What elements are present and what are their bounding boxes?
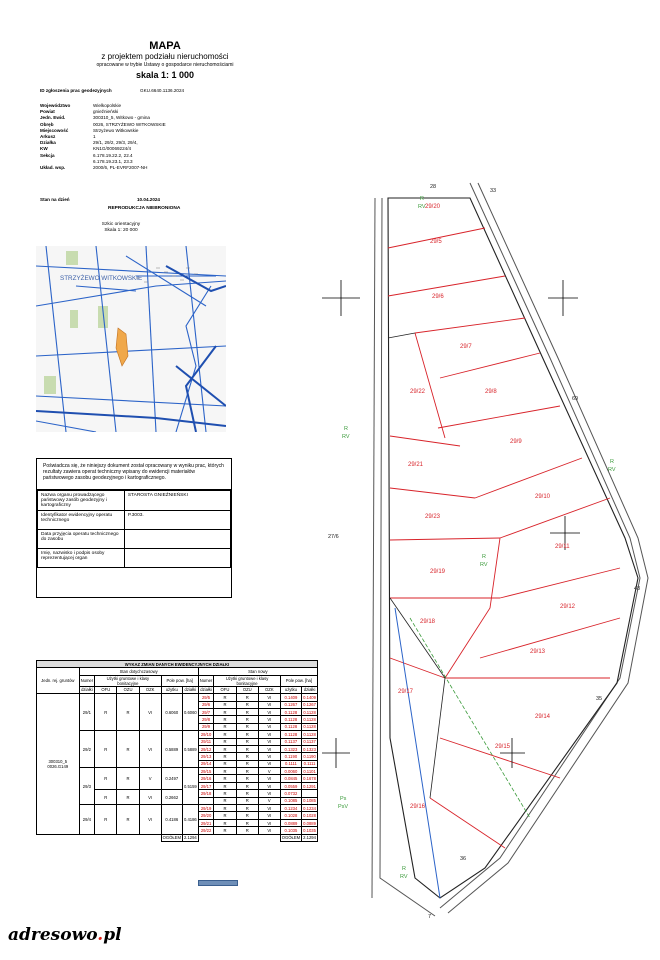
cell-before-pu: 0.6060 [161,694,182,731]
th-dzialki-new: działki [200,687,212,693]
cell-jedn: 300310_5 0026.G149 [37,694,80,834]
field-patch [44,376,56,394]
cell-new-ozu: R [236,819,258,826]
cell-new-pu: 0.1190 [280,753,301,760]
cell-new-ozk: VI [258,731,280,738]
cell-new-pu: 0.1409 [280,694,301,701]
meta-value: 1 [93,134,96,140]
cell-new-ozu: R [236,716,258,723]
cell-new-ozk: VI [258,753,280,760]
cell-before-pd: 0.6060 [182,694,198,731]
table-row [37,731,318,738]
certification-row [38,511,231,530]
metadata-block [40,103,203,171]
meta-value: 6.178.19.22.2, 22.4 [93,152,133,158]
field-patch [66,251,78,265]
label-7: 7 [428,914,432,920]
cell-new-ozk: VI [258,701,280,708]
th-dzialki-pole: działki [182,686,198,693]
table-row [37,694,318,701]
orientation-caption [92,222,150,234]
cell-num-before: 29/1 [79,694,95,731]
cell-new-n: 29/6 [198,701,214,708]
cell-before-ozk: V [139,768,161,790]
th-numer: Numer [79,675,95,686]
total-before: 2.1294 [183,835,197,841]
id-line [40,88,184,94]
meta-value: 2000/6, PL-EVRF2007-NH [93,165,148,171]
cell-new-n: 29/10 [198,731,214,738]
parcel-label: 29/22 [410,389,426,395]
cell-before-pu: 0.2662 [161,790,182,805]
cell-before-ofu: R [95,768,117,790]
parcel-label: 29/10 [535,494,551,500]
landuse-rv-mid: RV [480,562,488,568]
certification-table [37,490,231,568]
brand-logo[interactable] [8,925,122,945]
cell-new-ozk: VI [258,708,280,715]
meta-value: Strzyżewo Witkowskie [93,127,139,133]
total-label-before: OGÓŁEM [162,835,181,841]
total-spacer [198,834,280,841]
cell-new-pu: 0.1128 [280,708,301,715]
parcel-label: 29/7 [460,344,472,350]
cell-new-n: 29/18 [198,790,214,797]
parcel-label: 29/14 [535,714,551,720]
changes-table [36,660,318,842]
certification-value [124,549,230,568]
cell-new-pu: 0.0732 [280,790,301,797]
cell-num-before: 29/3 [79,768,95,805]
table-total-row [37,834,318,841]
cell-new-n: 29/16 [198,775,214,782]
id-value: GKU.6640.1136.2024 [140,88,185,93]
landuse-r-bottom: R [402,866,406,872]
certification-label: Imię, nazwisko i podpis osoby reprezentującej organ [38,549,125,568]
orientation-map [36,246,226,432]
parcel-label: 29/11 [555,544,570,550]
changes-table-wrapper [36,660,318,842]
map-title: MAPA [149,40,181,52]
cell-new-ozu: R [236,768,258,775]
date-line [40,197,160,203]
cell-new-pu: 0.1085 [280,797,301,804]
cell-new-ozu: R [236,753,258,760]
cell-new-ofu: R [214,731,236,738]
th-ozk-new: OZK [258,686,280,693]
brand-dot: . [97,925,104,945]
cell-new-ozu: R [236,701,258,708]
cell-new-pd: 0.1128 [303,724,316,730]
orientation-label: Szkic orientacyjny [101,222,141,227]
meta-value: 6.178.19.23.1, 23.3 [93,158,133,164]
cell-new-ozu: R [236,760,258,767]
table-row [37,768,318,775]
cell-new-ofu: R [214,775,236,782]
certification-value: P.3003. [124,511,230,530]
cell-new-ozk: VI [258,723,280,730]
cell-new-pu: 0.1137 [280,738,301,745]
meta-key: KW [40,146,48,152]
meta-value: Wielkopolskie [93,103,122,108]
th-dzialki: działki [81,687,93,693]
blue-line [395,608,440,898]
cell-num-before: 29/4 [79,805,95,835]
cell-new-n: 29/12 [198,745,214,752]
cell-new-pu: 0.1111 [280,760,301,767]
parcel-labels [398,204,579,810]
cell-new-ozk: VI [258,745,280,752]
label-28: 28 [430,184,437,190]
certification-value [124,530,230,549]
cell-new-ofu: R [214,760,236,767]
division-lines [388,228,620,848]
cell-new-n: 29/22 [198,827,214,834]
cell-new-pd: 0.1101 [303,768,316,774]
cell-new-ozu: R [236,708,258,715]
th-ofu-new: OFU [214,686,236,693]
cell-new-pd: 0.1035 [303,827,316,833]
label-33: 33 [490,188,497,194]
meta-key: Obręb [40,121,54,127]
cell-new-pd: 0.1128 [303,717,316,723]
cell-new-pu: 0.0889 [280,819,301,826]
meta-key: Powiat [40,109,55,115]
cell-new-pd: 0.1291 [303,783,316,789]
map-subtitle: z projektem podziału nieruchomości [101,52,229,61]
cell-new-ozk: VI [258,775,280,782]
green-line [410,618,530,818]
parcel-label: 29/13 [530,649,546,655]
cell-new-ozk: VI [258,694,280,701]
date-value: 10.04.2024 [137,197,160,202]
th-pole-new: Pole pow. [ha] [280,675,317,686]
cell-before-pu: 0.2497 [161,768,182,790]
certification-box [36,458,232,598]
cell-new-ozk: VI [258,812,280,819]
label-69: 69 [572,396,579,402]
th-numer-new: Numer [198,675,214,686]
cell-new-pu: 0.1267 [280,701,301,708]
cell-new-pu: 0.1035 [280,827,301,834]
cell-before-ozu: R [117,790,139,805]
parcel-label: 29/15 [495,744,511,750]
cell-new-n: 29/20 [198,812,214,819]
total-label-after: OGÓŁEM [281,835,301,841]
cell-new-pd: 0.1323 [303,746,316,752]
cell-new-ozk: VI [258,819,280,826]
total-spacer [37,834,162,841]
brand-name: adresowo [8,925,98,945]
certification-row [38,491,231,511]
cell-new-ozk: VI [258,716,280,723]
cell-before-ofu: R [95,805,117,835]
certification-label: Data przyjęcia operatu technicznego do zasobu [38,530,125,549]
cell-new-ofu: R [214,768,236,775]
cell-new-ofu: R [214,738,236,745]
cell-before-pd: 0.5889 [182,731,198,768]
meta-key: Jedn. Ewid. [40,115,66,121]
orientation-scale: Skala 1: 20 000 [104,228,138,233]
cell-new-ofu: R [214,812,236,819]
meta-value: 29/1, 29/2, 29/3, 29/4, [93,140,138,146]
landuse-r-top: R [420,196,424,202]
landuse-r-left: R [344,426,348,432]
cell-new-n: 29/5 [198,694,214,701]
parcel-label: 29/19 [430,569,446,575]
landuse-r-right: R [610,459,614,465]
landuse-rv-bottom: RV [400,874,408,880]
cell-new-ozu: R [236,738,258,745]
cell-new-ozk: VI [258,782,280,789]
cell-new-ozk: VI [258,738,280,745]
orientation-map-svg [36,246,226,432]
cell-before-pd: 0.5159 [182,768,198,805]
th-uzytki: Użytki gruntowe i klasy bonitacyjne [95,675,161,686]
cell-new-n: 29/9 [198,723,214,730]
cell-new-ofu: R [214,708,236,715]
cell-new-pu: 0.1128 [280,731,301,738]
cell-new-ozu: R [236,782,258,789]
cell-new-ofu: R [214,827,236,834]
cell-before-ofu: R [95,790,117,805]
cell-new-pu: 0.0559 [280,782,301,789]
cell-new-ozu: R [236,805,258,812]
meta-key: Arkusz [40,134,56,140]
cell-new-ofu: R [214,723,236,730]
cell-new-ozu: R [236,731,258,738]
outer-boundary [388,198,641,898]
cell-new-pd [302,790,318,797]
cell-new-pd: 0.1190 [303,753,316,759]
label-48: 48 [634,586,641,592]
meta-value: gnieźnieński [93,109,119,115]
reproduction-label: REPRODUKCJA NIEBRONIONA [108,206,181,211]
th-ozu: OZU [117,686,139,693]
cell-new-ozu: R [236,775,258,782]
cell-new-ozu: R [236,745,258,752]
cell-new-ozu: R [236,827,258,834]
cell-new-pd: 0.1409 [303,694,316,700]
scale-bar [198,880,238,886]
cell-new-n: 29/11 [198,738,214,745]
cell-before-ozk: VI [139,694,161,731]
parcel-label: 29/9 [510,439,522,445]
certification-label: Nazwa organu prowadzącego państwowy zasób geodezyjny i kartograficzny [38,491,125,511]
th-ofu: OFU [95,686,117,693]
parcel-label: 29/8 [485,389,497,395]
map-scale: skala 1: 1 000 [135,70,195,80]
cell-new-ofu: R [214,694,236,701]
th-uzytku: użytku [161,686,182,693]
cell-new-ofu: R [214,745,236,752]
meta-key: Działka [40,140,56,146]
cell-before-ofu: R [95,694,117,731]
parcel-label: 29/6 [432,294,444,300]
cell-new-ozk: V [258,768,280,775]
cell-before-ozk: VI [139,731,161,768]
parcel-label: 29/23 [425,514,441,520]
cell-before-pd: 0.4186 [182,805,198,835]
cell-before-pu: 0.4186 [161,805,182,835]
total-after: 2.1294 [303,835,316,841]
cell-before-ozk: VI [139,790,161,805]
label-27-6: 27/6 [328,534,339,540]
certification-value: STAROSTA GNIEŹNIEŃSKI [124,491,230,511]
parcel-label: 29/18 [420,619,436,625]
meta-value: 0026, STRZYŻEWO WITKOWSKIE [93,121,166,127]
certification-label: Identyfikator ewidencyjny operatu technicznego [38,511,125,530]
table-row [37,805,318,812]
grid-crosses [322,280,580,768]
parcel-label: 29/16 [410,804,426,810]
field-patch [70,310,78,328]
cell-new-ofu: R [214,716,236,723]
cell-before-ozu: R [117,768,139,790]
cell-new-pu: 0.1028 [280,812,301,819]
cell-num-before: 29/2 [79,731,95,768]
cell-new-ozu: R [236,797,258,804]
cell-new-pd: 0.0889 [303,820,316,826]
id-label: ID zgłoszenia prac geodezyjnych [40,88,112,93]
parcel-label: 29/17 [398,689,414,695]
cell-new-pu: 0.1128 [280,716,301,723]
cell-new-n: 29/21 [198,819,214,826]
landuse-r-mid: R [482,554,486,560]
cell-new-pd: 0.1085 [303,798,316,804]
cell-new-n: 29/19 [198,805,214,812]
meta-row [40,165,203,171]
cell-new-ofu: R [214,753,236,760]
cell-new-pd: 0.1128 [303,709,316,715]
cell-new-n: 29/7 [198,708,214,715]
date-label: Stan na dzień [40,197,70,202]
landuse-rv-top: RV [418,204,426,210]
meta-key: Sekcja [40,152,55,158]
cell-new-ofu: R [214,790,236,797]
cell-new-ofu: R [214,701,236,708]
cell-before-pu: 0.5889 [161,731,182,768]
cell-before-ofu: R [95,731,117,768]
cell-new-n: 29/14 [198,760,214,767]
landuse-ps: Ps [340,796,347,802]
cell-new-ofu: R [214,819,236,826]
th-uzytki-new: Użytki gruntowe i klasy bonitacyjne [214,675,280,686]
brand-tld: pl [103,925,122,945]
cell-new-pd: 0.1678 [303,776,316,782]
table-title: WYKAZ ZMIAN DANYCH EWIDENCYJNYCH DZIAŁKI [37,661,318,668]
cell-new-pu: 0.0845 [280,775,301,782]
cell-new-ofu: R [214,797,236,804]
cell-new-pd: 0.1128 [303,731,316,737]
cell-new-n: 29/15 [198,768,214,775]
meta-value: KN1G/00069224/4 [93,146,132,152]
parcel-label: 29/21 [408,462,424,468]
meta-key: Województwo [40,103,71,108]
label-35: 35 [596,696,603,702]
meta-key: Miejscowość [40,127,69,133]
cell-new-pd: 0.1028 [303,813,316,819]
cell-new-ofu: R [214,782,236,789]
cell-new-n: 29/8 [198,716,214,723]
cell-new-ozk: VI [258,827,280,834]
parcel-label: 29/20 [425,204,441,210]
cell-before-ozk: VI [139,805,161,835]
cell-new-pd: 0.1137 [303,739,316,745]
cell-before-ozu: R [117,694,139,731]
th-ozu-new: OZU [236,686,258,693]
landuse-rv-right: RV [608,467,616,473]
cell-new-pu: 0.1128 [280,723,301,730]
cell-new-n: 29/13 [198,753,214,760]
cell-new-pd: 0.1111 [303,761,316,767]
certification-row [38,530,231,549]
cell-new-n [198,797,214,804]
cell-new-ozk: VI [258,790,280,797]
project-area-highlight [116,328,128,366]
meta-value: 300310_5, Witkowo - gmina [93,115,150,121]
cell-new-ozu: R [236,812,258,819]
th-after: Stan nowy [198,668,317,675]
internal-black-lines [388,333,445,798]
cell-new-ozk: V [258,797,280,804]
certification-statement: Poświadcza się, że niniejszy dokument został opracowany w wyniku prac, których rezultaty zawiera operat techniczny wpisany do ewidencji materiałów państwowego zasobu geodezyjnego i kartograficznego. [37,459,231,490]
th-uzytku-new: użytku [280,686,301,693]
cell-new-pd: 0.1234 [303,805,316,811]
th-before: Stan dotychczasowy [79,668,198,675]
th-dzialki-pole-new: działki [302,686,318,693]
th-pole: Pole pow. [ha] [161,675,198,686]
cell-before-ozu: R [117,731,139,768]
cell-new-ozu: R [236,694,258,701]
map-note: opracowane w trybie Ustawy o gospodarce nieruchomościami [96,62,234,68]
th-ozk: OZK [139,686,161,693]
cell-before-ozu: R [117,805,139,835]
th-jedn: Jedn. rej. gruntów [37,668,80,694]
cell-new-ozu: R [236,723,258,730]
certification-row [38,549,231,568]
cell-new-ozk: VI [258,760,280,767]
cell-new-ozu: R [236,790,258,797]
parcel-label: 29/12 [560,604,576,610]
site-plan [320,178,656,926]
orientation-map-label: STRZYŻEWO WITKOWSKIE [60,275,143,282]
parcel-label: 29/5 [430,239,442,245]
cell-new-pd: 0.1267 [303,702,316,708]
cell-new-ofu: R [214,805,236,812]
cell-new-pu: 0.1323 [280,745,301,752]
meta-key: Układ. wsp. [40,165,66,171]
cell-new-pu: 0.0060 [280,768,301,775]
landuse-rv-left: RV [342,434,350,440]
cell-new-pu: 0.1234 [280,805,301,812]
label-36: 36 [460,856,467,862]
cell-new-n: 29/17 [198,782,214,789]
landuse-psv: PsV [338,804,349,810]
cell-new-ozk: VI [258,805,280,812]
